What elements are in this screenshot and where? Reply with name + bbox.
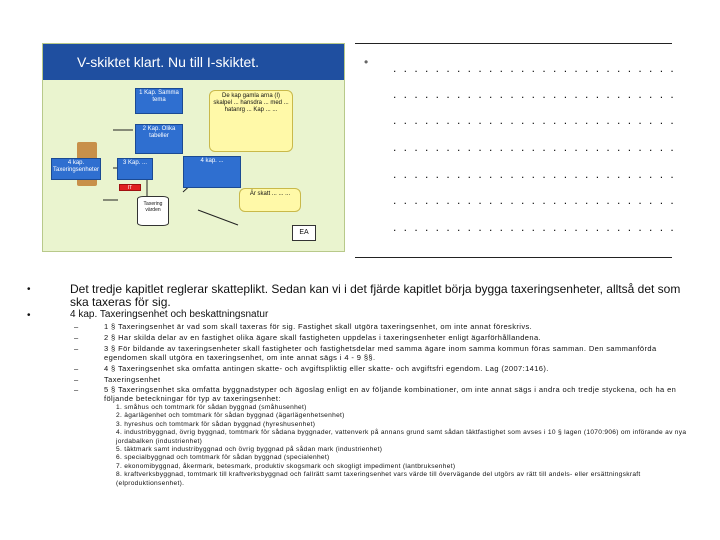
bullet-1-text: Det tredje kapitlet reglerar skatteplikt. Sedan kan vi i det fjärde kapitlet börja bygga taxeringsenheter, alltså det som ska taxeras för sig. <box>70 282 681 309</box>
slide-title: V-skiktet klart. Nu till I-skiktet. <box>43 44 344 80</box>
dash-mark: – <box>74 344 79 353</box>
sub-item-text: 3 § För bildande av taxeringsenheter skall fastigheter och fastighetsdelar med samma ägare inom samma kommun föras samman. Den sammanförda egendomen skall utgöra en taxeringsenhet, om inte annat sägs i 4 - 9 §§. <box>104 344 657 362</box>
notes-dot-row: . . . . . . . . . . . . . . . . . . . . . . . . . . . <box>393 167 676 181</box>
sub-item <box>74 385 684 403</box>
dash-mark: – <box>74 322 79 331</box>
notes-dot-row: . . . . . . . . . . . . . . . . . . . . . . . . . . . <box>393 87 676 101</box>
list-item: 2. ägarlägenhet och tomtmark för sådan byggnad (ägarlägenhetsenhet) <box>116 412 345 420</box>
sub-item-text: 1 § Taxeringsenhet är vad som skall taxeras för sig. Fastighet skall utgöra taxeringsenhet, om inte annat föreskrivs. <box>104 322 533 331</box>
list-item: 4. industribyggnad, övrig byggnad, tomtmark för sådana byggnader, vattenverk på annans grund samt sådan täktfastighet som avses i 10 § lagen (1070:906) om införande av nya jordabalken (industrienhet) <box>116 429 687 445</box>
sub-item <box>74 364 684 373</box>
dash-mark: – <box>74 333 79 342</box>
bullet-mark: • <box>27 310 31 321</box>
notes-dot-row: . . . . . . . . . . . . . . . . . . . . . . . . . . . <box>393 220 676 234</box>
dash-mark: – <box>74 385 79 394</box>
sub-item <box>74 375 684 384</box>
cylinder-database: Taxering värden <box>137 196 169 226</box>
list-item: 6. specialbyggnad och tomtmark för sådan byggnad (specialenhet) <box>116 454 330 462</box>
notes-bullet: • <box>364 55 369 69</box>
list-item: 8. kraftverksbyggnad, tomtmark till kraftverksbyggnad och fallrätt samt taxeringsenhet vars värde till övervägande del utgörs av rätt till andels- eller ersättningskraft (elproduktionsenhet). <box>116 471 641 487</box>
bullet-mark: • <box>27 284 31 295</box>
notes-dot-row: . . . . . . . . . . . . . . . . . . . . . . . . . . . <box>393 61 676 75</box>
sub-item-text: Taxeringsenhet <box>104 375 161 384</box>
list-item: 7. ekonomibyggnad, åkermark, betesmark, produktiv skogsmark och skogligt impediment (lantbruksenhet) <box>116 462 456 470</box>
notes-dot-row: . . . . . . . . . . . . . . . . . . . . . . . . . . . <box>393 193 676 207</box>
dash-mark: – <box>74 375 79 384</box>
sub-item <box>74 322 684 331</box>
notes-dot-row: . . . . . . . . . . . . . . . . . . . . . . . . . . . <box>393 140 676 154</box>
notes-top-rule <box>355 43 672 44</box>
sub-item-text: 5 § Taxeringsenhet ska omfatta byggnadstyper och ägoslag enligt en av följande kombinationer, om inte annat sägs i andra och tredje styckena, och ha en följande beteckningar för typ av taxeringsenhet: <box>104 385 677 403</box>
ea-badge: EA <box>292 225 316 241</box>
bullet-2 <box>27 309 697 321</box>
box-kap4b: 4 kap. ... <box>183 156 241 188</box>
bullet-1 <box>27 283 697 309</box>
sub-item-text: 4 § Taxeringsenhet ska omfatta antingen skatte- och avgiftspliktig eller skatte- och avgiftsfri egendom. Lag (2007:1416). <box>104 364 549 373</box>
box-kap4a: 4 kap. Taxeringsenheter <box>51 158 101 180</box>
red-label: IT <box>119 184 141 191</box>
dash-mark: – <box>74 364 79 373</box>
box-kap2: 2 Kap. Olika tabeller <box>135 124 183 154</box>
notes-bottom-rule <box>355 257 672 258</box>
list-item: 1. småhus och tomtmark för sådan byggnad (småhusenhet) <box>116 404 307 411</box>
bullet-2-text: 4 kap. Taxeringsenhet och beskattningsnatur <box>70 309 269 320</box>
notes-dot-row: . . . . . . . . . . . . . . . . . . . . . . . . . . . <box>393 113 676 127</box>
list-item: 3. hyreshus och tomtmark för sådan byggnad (hyreshusenhet) <box>116 420 316 428</box>
numbered-list <box>116 404 696 488</box>
slide-body <box>43 80 344 251</box>
list-item: 5. täktmark samt industribyggnad och övrig byggnad på sådan mark (industrienhet) <box>116 446 383 454</box>
box-yellow-bottom: Är skatt ... ... ... <box>239 188 301 212</box>
sub-item-text: 2 § Har skilda delar av en fastighet olika ägare skall fastigheten uppdelas i taxeringsenheter enligt ägarförhållandena. <box>104 333 541 342</box>
sub-item <box>74 344 684 362</box>
sub-item <box>74 333 684 342</box>
box-yellow-top: De kap gamla arna (I) skalpel ... hansdra ... med ... hatanrg ... Kap ... ... <box>209 90 293 152</box>
box-kap3: 3 Kap. ... <box>117 158 153 180</box>
box-kap1: 1 Kap. Samma tema <box>135 88 183 114</box>
slide-thumbnail <box>42 43 345 252</box>
